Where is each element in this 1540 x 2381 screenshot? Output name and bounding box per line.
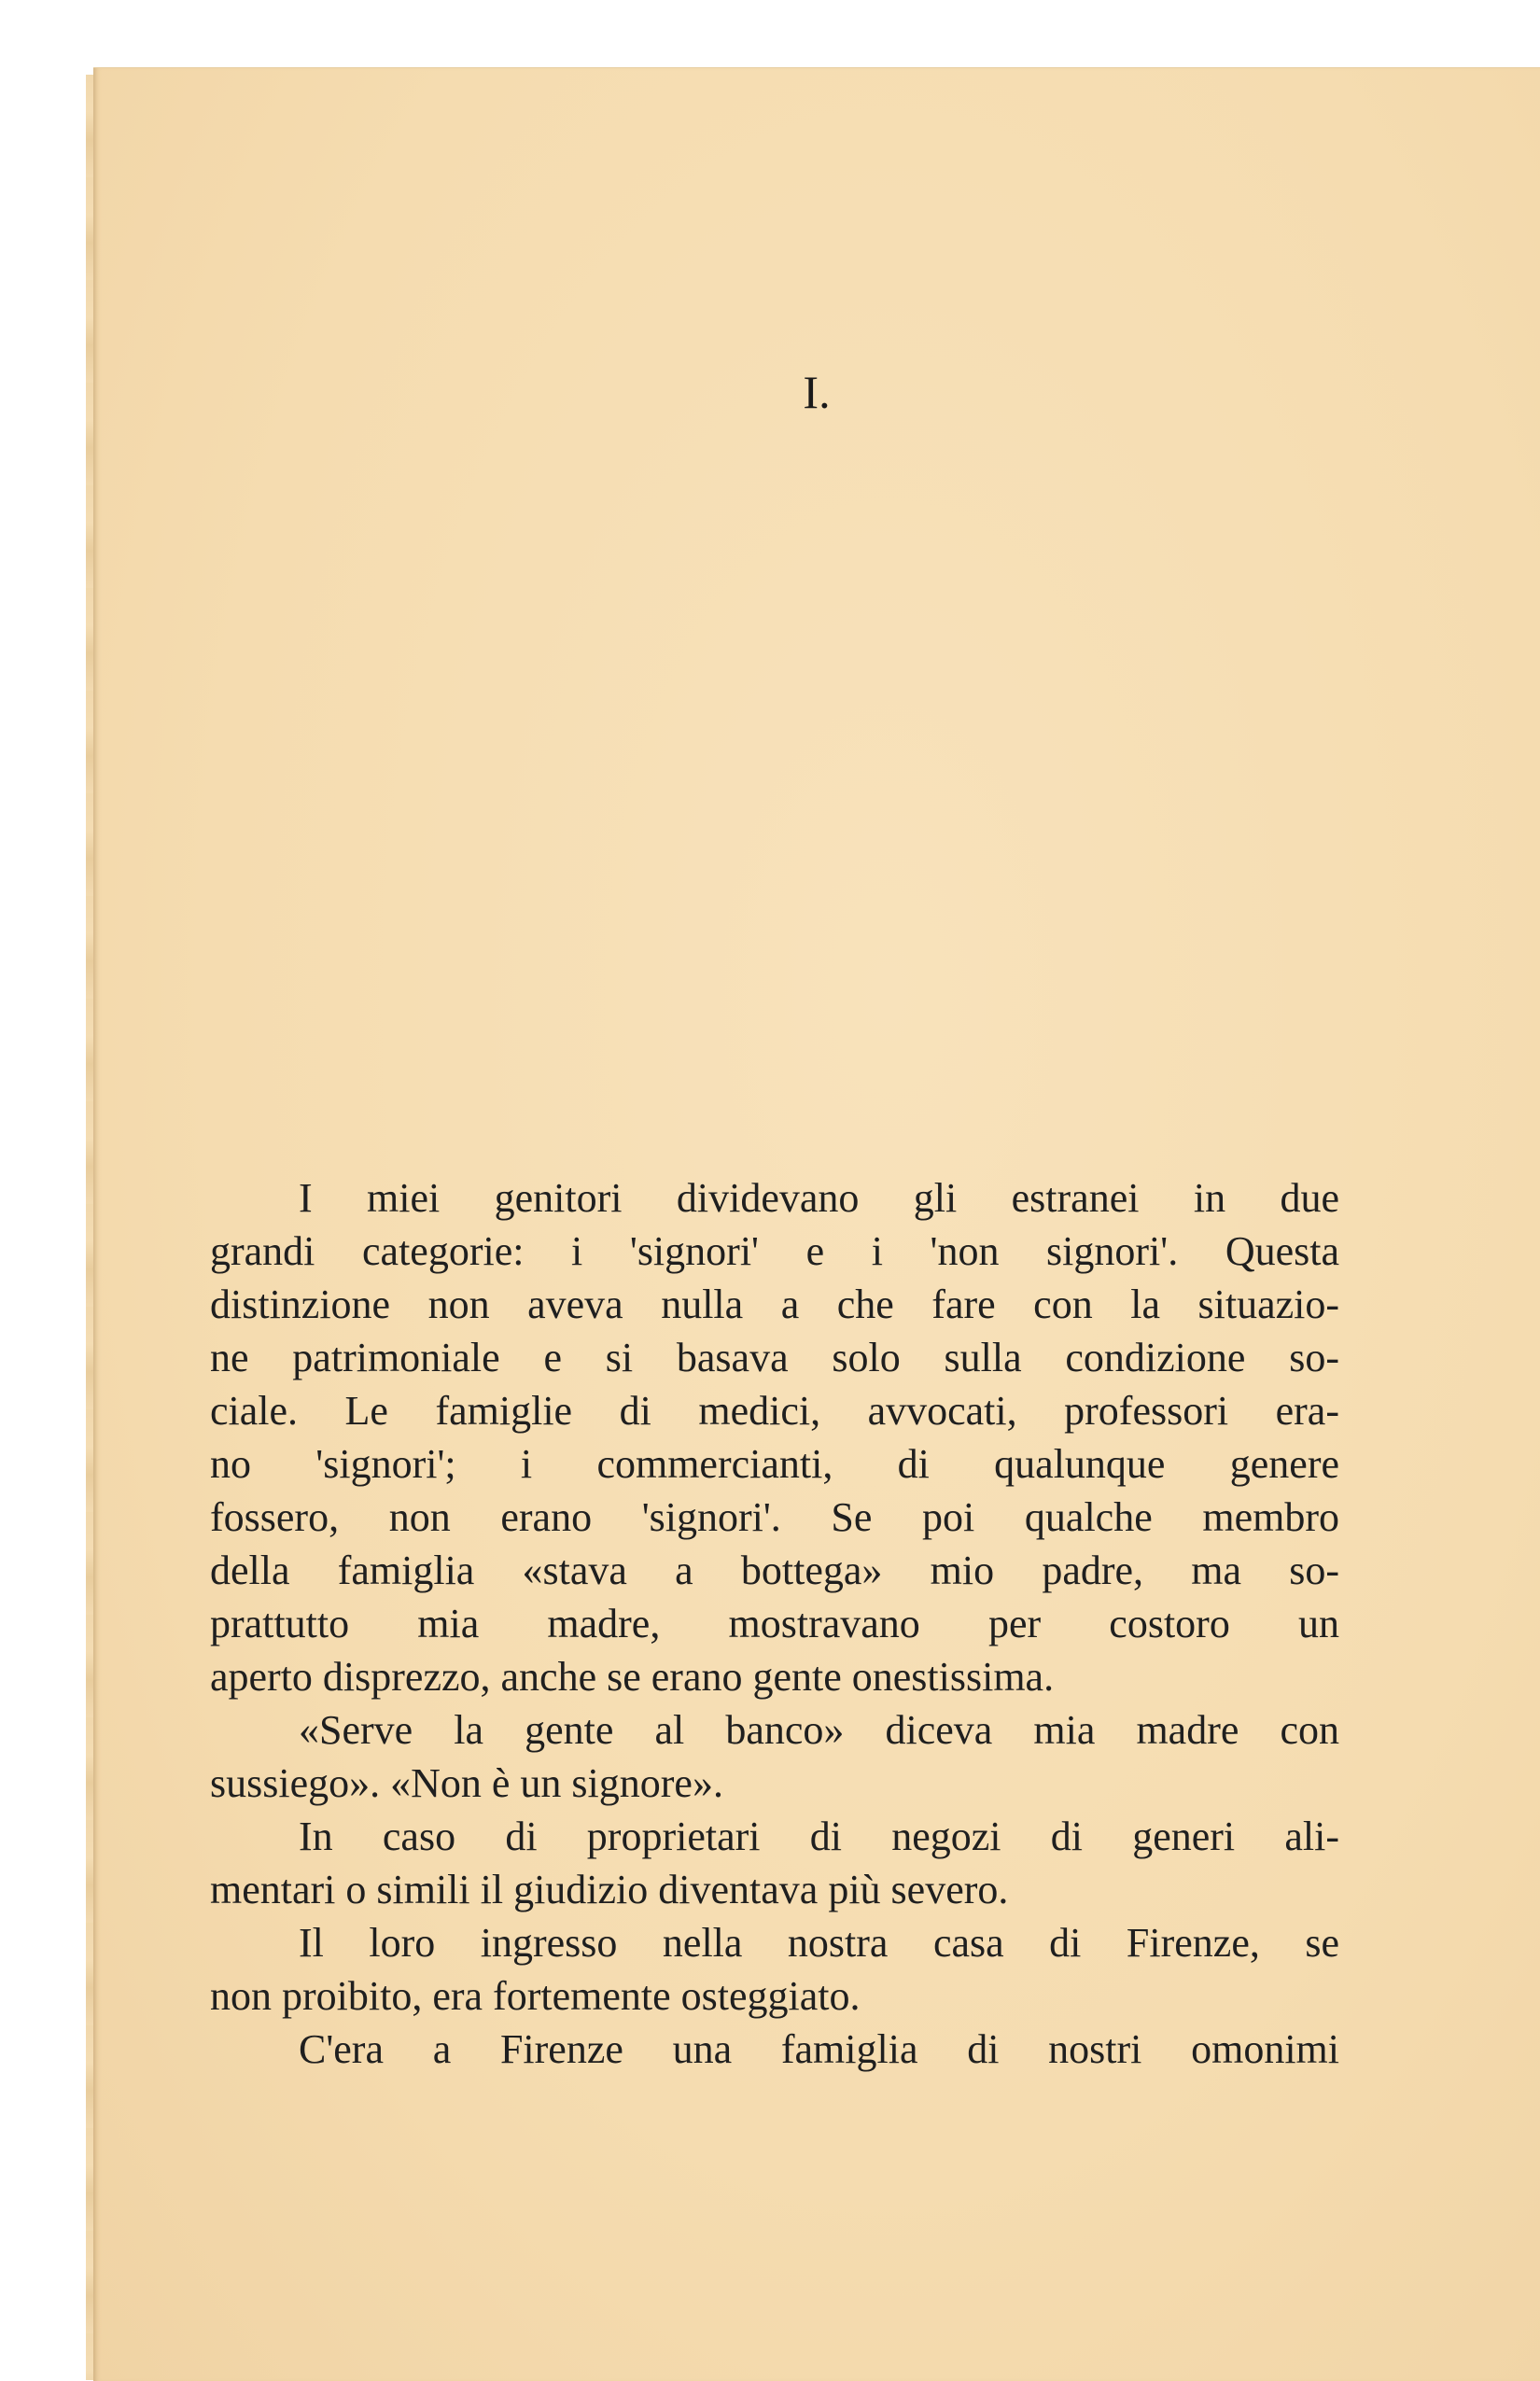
- chapter-heading: I.: [803, 366, 831, 418]
- text-line: distinzione non aveva nulla a che fare con la situazio-: [210, 1282, 1339, 1327]
- body-text: [210, 1171, 1339, 2076]
- text-line: aperto disprezzo, anche se erano gente onestissima.: [210, 1654, 1055, 1700]
- text-line: ciale. Le famiglie di medici, avvocati, professori era-: [210, 1388, 1339, 1434]
- text-line: mentari o simili il giudizio diventava più severo.: [210, 1867, 1009, 1912]
- text-line: sussiego». «Non è un signore».: [210, 1760, 723, 1806]
- text-line: fossero, non erano 'signori'. Se poi qualche membro: [210, 1494, 1339, 1540]
- text-line: prattutto mia madre, mostravano per costoro un: [210, 1601, 1339, 1646]
- text-line: non proibito, era fortemente osteggiato.: [210, 1973, 861, 2019]
- text-line: In caso di proprietari di negozi di generi ali-: [299, 1814, 1339, 1859]
- text-line: no 'signori'; i commercianti, di qualunque genere: [210, 1441, 1339, 1487]
- text-line: grandi categorie: i 'signori' e i 'non signori'. Questa: [210, 1228, 1339, 1274]
- text-line: C'era a Firenze una famiglia di nostri omonimi: [299, 2026, 1339, 2072]
- text-line: «Serve la gente al banco» diceva mia madre con: [299, 1707, 1339, 1753]
- text-line: I miei genitori dividevano gli estranei in due: [299, 1175, 1339, 1221]
- text-line: Il loro ingresso nella nostra casa di Firenze, se: [299, 1920, 1339, 1966]
- text-line: della famiglia «stava a bottega» mio padre, ma so-: [210, 1548, 1339, 1593]
- text-line: ne patrimoniale e si basava solo sulla condizione so-: [210, 1335, 1339, 1380]
